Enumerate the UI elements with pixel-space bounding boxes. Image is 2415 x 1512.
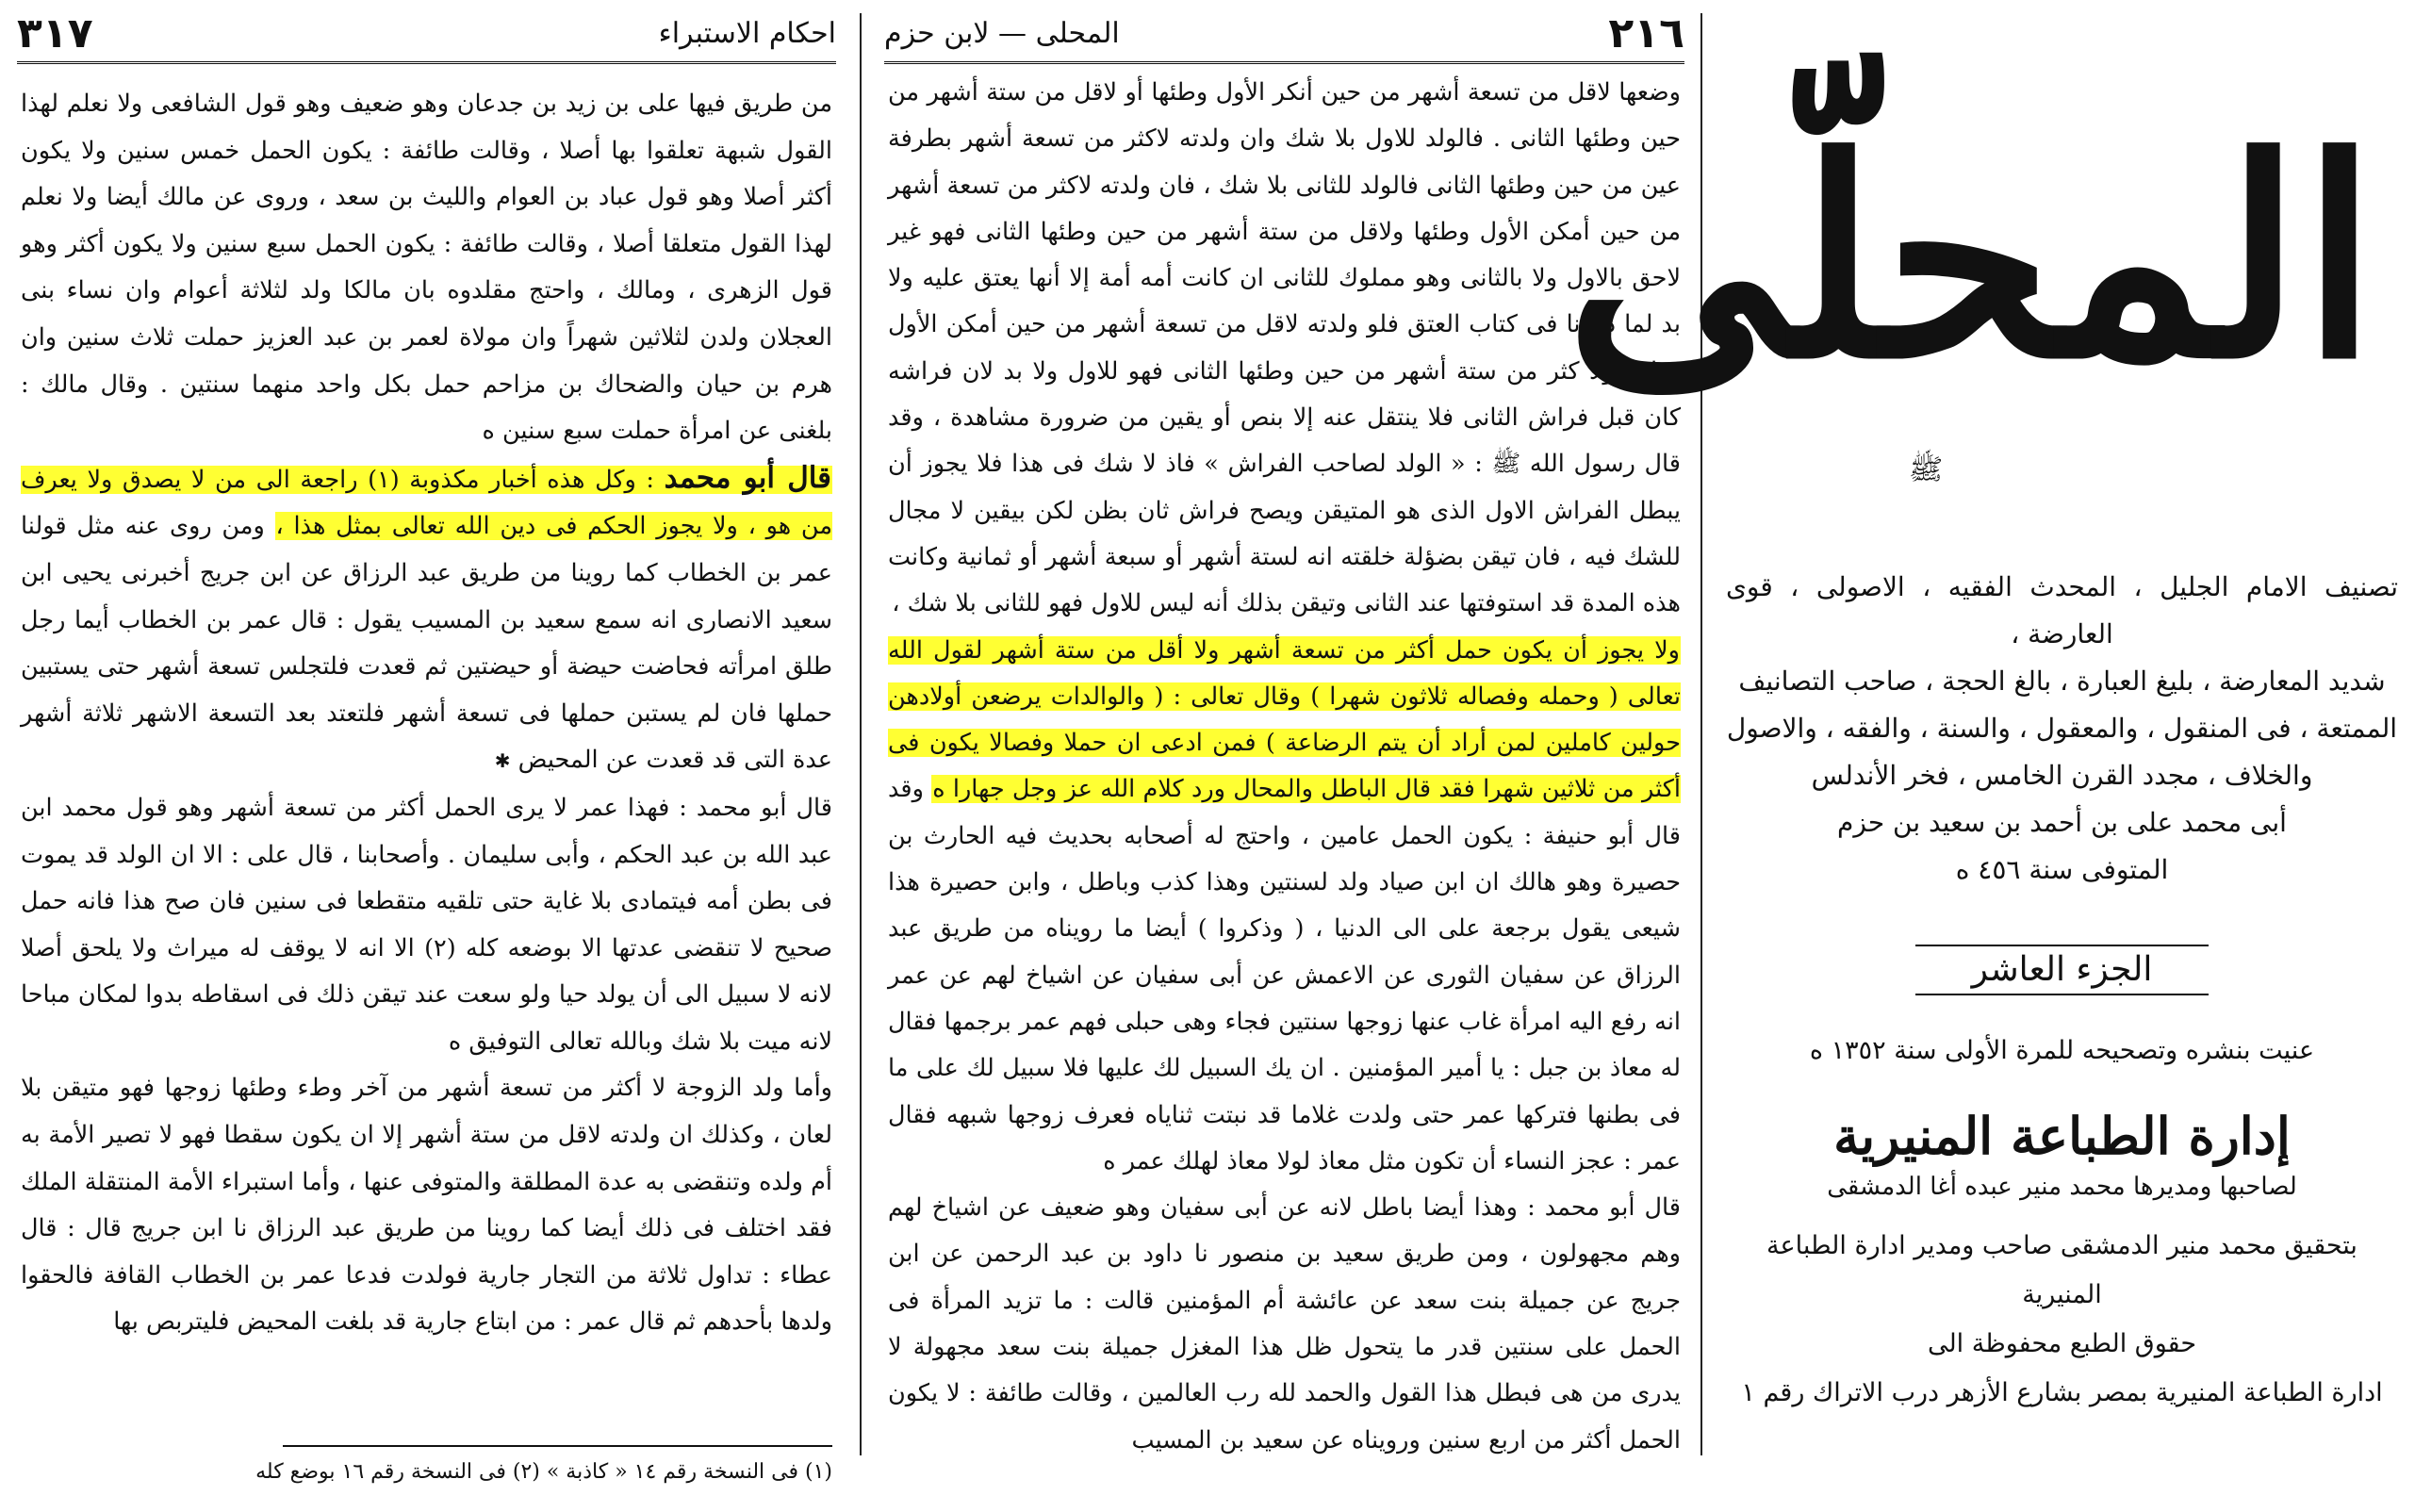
footnote-rule (283, 1445, 832, 1447)
middle-paragraph-1: وضعها لاقل من تسعة أشهر من حين أنكر الأول وطئها أو لاقل من ستة أشهر من حين وطئها الثانى . فالولد للاول بلا شك وان ولدته لاكثر من تسعة أشهر بطرفة عين من حين وطئها الثانى فالولد للثانى بلا شك ، فان ولدته لاكثر من تسعة أشهر من حين أمكن الأول وطئها ولاقل من ستة أشهر من حين وطئها الثانى فهو غير لاحق بالاول ولا بالثانى وهو مملوك للثانى ان كانت أمه أمة إلا أنها يعتق عليه ولا بد لما ذكرنا فى كتاب العتق فلو ولدته لاقل من تسعة أشهر من حين أمكن الأول وطئها ولا كثر من ستة أشهر من حين وطئها الثانى فهو للاول ولا بد لان فراشه كان قبل فراش الثانى فلا ينتقل عنه إلا بنص أو يقين من ضرورة مشاهدة ، وقد قال رسول الله ﷺ : « الولد لصاحب الفراش » فاذ لا شك فى هذا فلا يجوز أن يبطل الفراش الاول الذى هو المتيقن ويصح فراش ثان بظن لكن بيقين لا مجال للشك فيه ، فان تيقن بضؤلة خلقته انه لستة أشهر أو سبعة أشهر أو ثمانية وكانت هذه المدة قد استوفتها عند الثانى وتيقن بذلك أنه ليس للاول فهو للثانى بلا شك ، (888, 78, 1681, 618)
end-mark-icon: ✱ (494, 749, 511, 773)
footnotes: (١) فى النسخة رقم ١٤ « كاذبة » (٢) فى النسخة رقم ١٦ بوضع كله (255, 1460, 832, 1484)
title-calligraphy (1565, 38, 2377, 566)
press-block (1726, 1103, 2398, 1418)
address-line: ادارة الطباعة المنيرية بمصر بشارع الأزهر درب الاتراك رقم ١ (1741, 1378, 2383, 1407)
press-owner: لصاحبها ومديرها محمد منير عبده أغا الدمشقى (1827, 1173, 2297, 1201)
middle-running-title: المحلى — لابن حزم (884, 17, 1120, 50)
middle-paragraph-3: قال أبو محمد : وهذا أيضا باطل لانه عن أبى سفيان وهو ضعيف عن اشياخ لهم وهم مجهولون ، ومن طريق سعيد بن منصور نا داود بن عبد الرحمن عن ابن جريج عن جميلة بنت سعد عن عائشة أم المؤمنين قالت : ما تزيد المرأة فى الحمل على سنتين قدر ما يتحول ظل هذا المغزل جميلة بنت سعد مجهولة لا يدرى من هى فبطل هذا القول والحمد لله رب العالمين ، وقالت طائفة : لا يكون الحمل أكثر من اربع سنين ورويناه عن سعيد بن المسيب (888, 1193, 1681, 1454)
middle-paragraph-2 (888, 628, 1681, 1186)
left-paragraph-3: قال أبو محمد : فهذا عمر لا يرى الحمل أكثر من تسعة أشهر وهو قول محمد ابن عبد الله بن عبد الحكم ، وأبى سليمان . وأصحابنا ، قال على : الا ان الولد قد يموت فى بطن أمه فيتمادى بلا غاية حتى تلقيه متقطعا فى سنين فان صح هذا فانه حمل صحيح لا تنقضى عدتها الا بوضعه كله (٢) الا انه لا يوقف له ميراث ولا يلحق أصلا لانه لا سبيل الى أن يولد حيا ولو سعت عند تيقن ذلك فى اسقاطه بدوا لمكان مباحا لانه ميت بلا شك وبالله تعالى التوفيق ه (21, 793, 833, 1056)
highlighted-passage: ولا يجوز أن يكون حمل أكثر من تسعة أشهر ولا أقل من ستة أشهر لقول الله تعالى ( وحمله وفصاله ثلاثون شهرا ) وقال تعالى : ( والوالدات يرضعن أولادهن حولين كاملين لمن أراد أن يتم الرضاعة ) فمن ادعى ان حملا وفصالا يكون فى أكثر من ثلاثين شهرا فقد قال الباطل والمحال ورد كلام الله عز وجل جهارا ه (888, 635, 1681, 804)
column-divider (860, 13, 862, 1455)
middle-paragraph-2-text: وقد قال أبو حنيفة : يكون الحمل عامين ، واحتج له أصحابه بحديث فيه الحارث بن حصيرة وهو هالك ان ابن صياد ولد لسنتين وهذا كذب وباطل ، وابن حصيرة هذا شيعى يقول برجعة على الى الدنيا ، ( وذكروا ) أيضا ما رويناه من طريق عبد الرزاق عن سفيان الثورى عن الاعمش عن أبى سفيان عن اشياخ لهم عن عمر انه رفع اليه امرأة غاب عنها زوجها سنتين فجاء وهى حبلى فهم عمر برجمها فقال له معاذ بن جبل : يا أمير المؤمنين . ان يك السبيل لك عليها فلا سبيل لك على ما فى بطنها فتركها عمر حتى ولدت غلاما قد نبتت ثناياه فعرف زوجها شبهه فقال عمر : عجز النساء أن تكون مثل معاذ لولا معاذ لهلك عمر ه (888, 775, 1681, 1175)
middle-running-head (884, 6, 1684, 64)
author-line: تصنيف الامام الجليل ، المحدث الفقيه ، الاصولى ، قوى العارضة ، (1726, 571, 2398, 649)
middle-body-text (888, 70, 1681, 1464)
book-title: المحلّى (1565, 99, 2377, 419)
death-date: المتوفى سنة ٤٥٦ ه (1955, 854, 2169, 885)
highlighted-text: : وكل هذه أخبار مكذوبة (١) راجعة الى من لا يصدق ولا يعرف من هو ، ولا يجوز الحكم فى دين الله تعالى بمثل هذا ، (21, 465, 833, 541)
left-running-title: احكام الاستبراء (658, 17, 836, 50)
left-paragraph-4: وأما ولد الزوجة لا أكثر من تسعة أشهر من آخر وطء وطئها زوجها فهو متيقن بلا لعان ، وكذلك ان ولدته لاقل من ستة أشهر إلا ان يكون سقطا فهو لا تصير الأمة به أم ولده وتنقضى به عدة المطلقة والمتوفى عنها ، وأما استبراء الأمة المنتقلة الملك فقد اختلف فى ذلك أيضا كما روينا من طريق عبد الرزاق نا ابن جريج قال : قال عطاء : تداول ثلاثة من التجار جارية فولدت فدعا عمر بن الخطاب القافة فالحقوا ولدها بأحدهم ثم قال عمر : من ابتاع جارية قد بلغت المحيض فليتربص بها (21, 1074, 832, 1337)
flourish-icon: ﷺ (1909, 453, 1944, 486)
copyright-line: حقوق الطبع محفوظة الى (1927, 1329, 2197, 1358)
press-name: إدارة الطباعة المنيرية (1833, 1106, 2291, 1166)
author-description (1726, 564, 2398, 894)
left-page-number: ٣١٧ (17, 9, 93, 58)
speaker-label: قال أبو محمد (664, 460, 832, 495)
edition-note: عنيت بنشره وتصحيحه للمرة الأولى سنة ١٣٥٢ ه (1809, 1036, 2315, 1065)
author-line: والخلاف ، مجدد القرن الخامس ، فخر الأندلس (1811, 760, 2313, 791)
left-book-page (0, 0, 853, 1512)
left-body-text (21, 81, 832, 1346)
volume-label: الجزء العاشر (1915, 945, 2210, 995)
author-line: الممتعة ، فى المنقول ، والمعقول ، والسنة ، والفقه ، والاصول (1726, 713, 2398, 744)
author-name: أبى محمد على بن أحمد بن سعيد بن حزم (1837, 807, 2287, 838)
volume-block (1726, 945, 2398, 995)
left-paragraph-1: من طريق فيها على بن زيد بن جدعان وهو ضعيف وهو قول الشافعى ولا نعلم لهذا القول شبهة تعلقوا بها أصلا ، وقالت طائفة : يكون الحمل خمس سنين ولا يكون أكثر أصلا وهو قول عباد بن العوام والليث بن سعد ، وروى عن مالك أيضا ولا نعلم لهذا القول متعلقا أصلا ، وقالت طائفة : يكون الحمل سبع سنين ولا يكون أكثر وهو قول الزهرى ، ومالك ، واحتج مقلدوه بان مالكا ولد لثلاثة أعوام وان نساء بنى العجلان ولدن لثلاثين شهراً وان مولاة لعمر بن عبد العزيز حملت ثلاث سنين وان هرم بن حيان والضحاك بن مزاحم حمل بكل واحد منهما سنتين . وقال مالك : بلغنى عن امرأة حملت سبع سنين ه (21, 90, 832, 446)
left-running-head (17, 6, 836, 64)
middle-page-number: ٢١٦ (1608, 9, 1684, 58)
editor-line: بتحقيق محمد منير الدمشقى صاحب ومدير ادارة الطباعة المنيرية (1766, 1231, 2358, 1309)
left-paragraph-2 (21, 455, 832, 785)
author-line: شديد المعارضة ، بليغ العبارة ، بالغ الحجة ، صاحب التصانيف (1738, 666, 2386, 697)
left-paragraph-2-text: ومن روى عنه مثل قولنا عمر بن الخطاب كما روينا من طريق عبد الرزاق عن ابن جريج أخبرنى يحيى ابن سعيد الانصارى انه سمع سعيد بن المسيب يقول : قال عمر بن الخطاب أيما رجل طلق امرأته فحاضت حيضة أو حيضتين ثم قعدت فلتجلس تسعة أشهر حتى يستبين حملها فان لم يستبن حملها فى تسعة أشهر فلتعتد بعد التسعة الاشهر ثلاثة أشهر عدة التى قد قعدت عن المحيض (21, 512, 832, 775)
